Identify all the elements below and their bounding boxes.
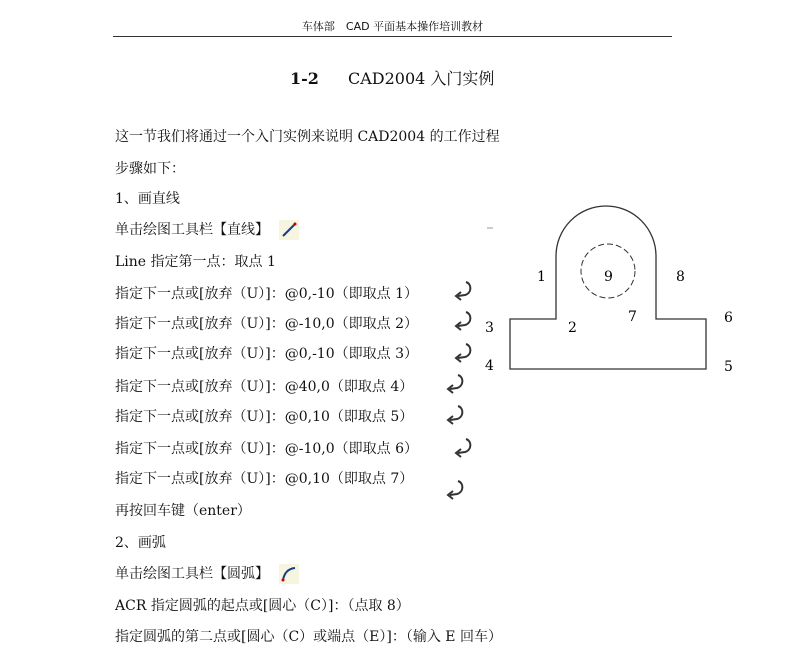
section-number: 1-2 (290, 69, 319, 88)
label-6: 6 (724, 310, 733, 326)
label-8: 8 (676, 269, 685, 285)
line-next-point-1: 指定下一点或[放弃（U）]：@0,-10（即取点 1） (115, 286, 418, 302)
cad-part-drawing (440, 205, 780, 405)
line-next-point-3: 指定下一点或[放弃（U）]：@0,-10（即取点 3） (115, 346, 418, 362)
arc-tool-icon (279, 564, 299, 584)
arc-start-point: ACR 指定圆弧的起点或[圆心（C）]：（点取 8） (115, 598, 410, 614)
enter-arrow-icon (452, 436, 474, 460)
label-7: 7 (628, 309, 637, 325)
section-name: CAD2004 入门实例 (348, 69, 495, 88)
line-next-point-5: 指定下一点或[放弃（U）]：@0,10（即取点 5） (115, 409, 414, 425)
section-title (290, 66, 494, 89)
intro-text: 这一节我们将通过一个入门实例来说明 CAD2004 的工作过程 (115, 129, 500, 145)
label-9: 9 (604, 269, 613, 285)
line-tool-instruction (115, 220, 299, 240)
enter-arrow-icon (444, 403, 466, 427)
line-first-point: Line 指定第一点：取点 1 (115, 254, 276, 270)
line-tool-text: 单击绘图工具栏【直线】 (115, 222, 269, 238)
enter-arrow-icon (444, 478, 466, 502)
label-1: 1 (537, 269, 546, 285)
steps-label: 步骤如下： (115, 161, 185, 177)
press-enter-text: 再按回车键（enter） (115, 503, 251, 519)
arc-tool-text: 单击绘图工具栏【圆弧】 (115, 566, 269, 582)
line-next-point-4: 指定下一点或[放弃（U）]：@40,0（即取点 4） (115, 379, 414, 395)
step-2-heading: 2、画弧 (115, 535, 166, 551)
label-4: 4 (485, 358, 494, 374)
line-tool-icon (279, 220, 299, 240)
step-1-heading: 1、画直线 (115, 191, 180, 207)
line-next-point-6: 指定下一点或[放弃（U）]：@-10,0（即取点 6） (115, 441, 418, 457)
line-next-point-7: 指定下一点或[放弃（U）]：@0,10（即取点 7） (115, 471, 414, 487)
part-outline (510, 206, 706, 369)
arc-second-point: 指定圆弧的第二点或[圆心（C）或端点（E）]：（输入 E 回车） (115, 629, 502, 645)
label-3: 3 (485, 320, 494, 336)
line-next-point-2: 指定下一点或[放弃（U）]：@-10,0（即取点 2） (115, 316, 418, 332)
label-2: 2 (568, 320, 577, 336)
page-header: 车体部 CAD 平面基本操作培训教材 (113, 17, 672, 37)
arc-tool-instruction (115, 564, 299, 584)
label-5: 5 (724, 359, 733, 375)
